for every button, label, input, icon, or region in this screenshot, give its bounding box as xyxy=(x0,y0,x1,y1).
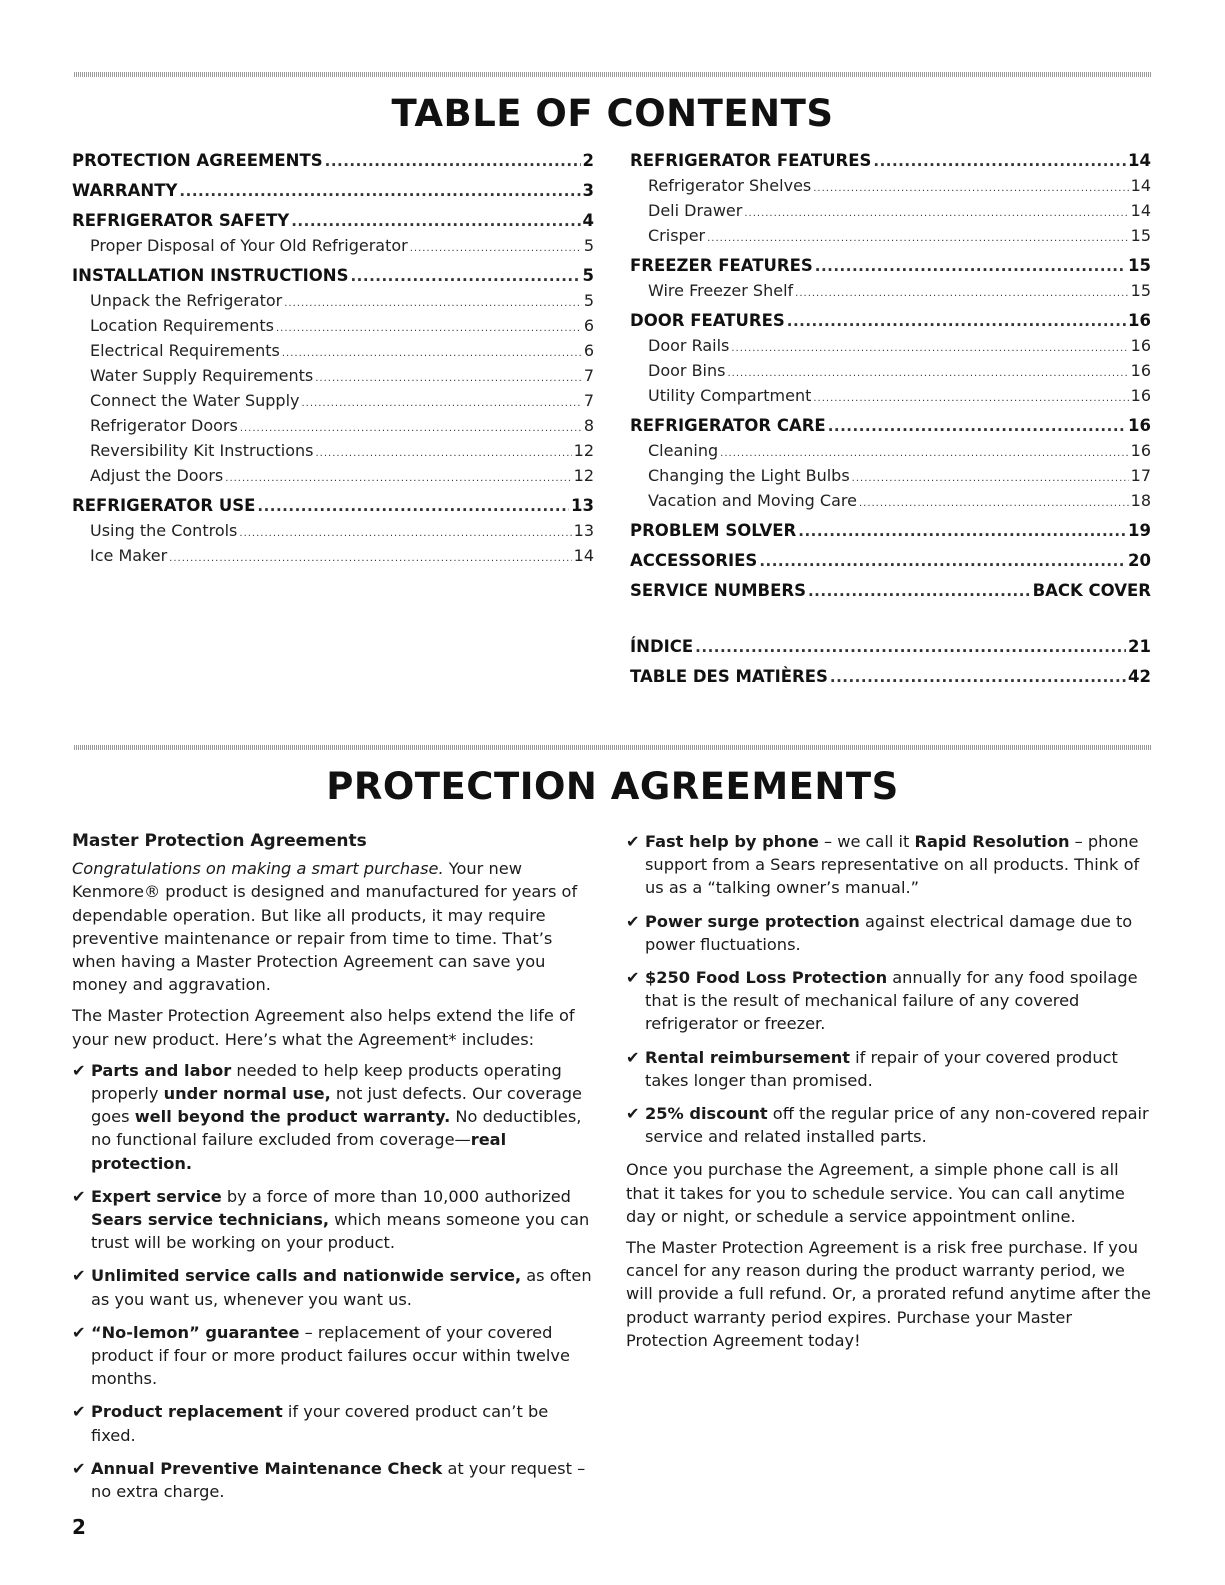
benefit-list-left xyxy=(72,1059,592,1503)
toc-dot-leader xyxy=(707,226,1129,248)
intro-italic: Congratulations on making a smart purchase. xyxy=(72,859,444,879)
benefit-text: – we call it xyxy=(818,832,915,851)
benefit-list-right xyxy=(626,830,1151,1148)
toc-entry-label: Utility Compartment xyxy=(648,386,812,405)
benefit-item xyxy=(72,1185,592,1255)
checkmark-icon: ✔ xyxy=(72,1458,86,1478)
toc-entry-label: WARRANTY xyxy=(72,181,178,200)
toc-dot-leader xyxy=(727,361,1128,383)
toc-subsection-entry[interactable] xyxy=(72,288,594,313)
toc-subsection-entry[interactable] xyxy=(630,333,1151,358)
toc-dot-leader xyxy=(350,264,580,288)
toc-entry-label: PROTECTION AGREEMENTS xyxy=(72,151,323,170)
benefit-text: against electrical damage due to power fluctuations. xyxy=(645,911,1133,954)
benefit-item xyxy=(72,1059,592,1175)
toc-subsection-entry[interactable] xyxy=(630,438,1151,463)
toc-dot-leader xyxy=(315,366,582,388)
toc-entry-page: 8 xyxy=(583,416,594,435)
toc-section-entry[interactable] xyxy=(630,413,1151,438)
toc-entry-page: 42 xyxy=(1128,667,1151,686)
toc-dot-leader xyxy=(828,414,1126,438)
toc-entry-page: 16 xyxy=(1128,311,1151,330)
toc-dot-leader xyxy=(744,201,1128,223)
toc-entry-page: 18 xyxy=(1130,491,1151,510)
toc-subsection-entry[interactable] xyxy=(72,388,594,413)
toc-dot-leader xyxy=(815,254,1126,278)
toc-entry-label: Deli Drawer xyxy=(648,201,743,220)
benefit-text: needed to help keep products operating properly xyxy=(91,1060,562,1104)
benefit-highlight: 25% discount xyxy=(645,1104,768,1124)
toc-entry-page: 15 xyxy=(1130,281,1151,300)
benefit-highlight: Annual Preventive Maintenance Check xyxy=(91,1458,443,1478)
toc-section-entry[interactable] xyxy=(630,634,1151,659)
toc-entry-page: 12 xyxy=(573,466,594,485)
benefit-text: – phone support from a Sears representative on all products. Think of us as a “talking owner’s manual.” xyxy=(645,832,1140,898)
checkmark-icon: ✔ xyxy=(626,1047,640,1067)
toc-entry-label: Door Bins xyxy=(648,361,726,380)
toc-section-entry[interactable] xyxy=(630,548,1151,573)
toc-dot-leader xyxy=(302,391,582,413)
toc-dot-leader xyxy=(410,236,582,258)
toc-entry-page: 16 xyxy=(1130,361,1151,380)
toc-entry-label: Refrigerator Doors xyxy=(90,416,238,435)
toc-dot-leader xyxy=(325,149,581,173)
toc-entry-page: 14 xyxy=(1128,151,1151,170)
toc-entry-label: Cleaning xyxy=(648,441,719,460)
checkmark-icon: ✔ xyxy=(626,1104,640,1124)
protection-heading: Master Protection Agreements xyxy=(72,831,367,851)
toc-entry-page: 3 xyxy=(582,181,594,200)
benefit-text: as often as you want us, whenever you want us. xyxy=(91,1266,592,1309)
checkmark-icon: ✔ xyxy=(72,1060,86,1080)
benefit-item xyxy=(626,830,1151,900)
benefit-item xyxy=(626,966,1151,1036)
benefit-item xyxy=(626,1102,1151,1148)
toc-dot-leader xyxy=(276,316,582,338)
toc-dot-leader xyxy=(179,179,580,203)
toc-entry-page: 4 xyxy=(582,211,594,230)
toc-dot-leader xyxy=(291,209,580,233)
benefit-highlight: $250 Food Loss Protection xyxy=(645,968,888,988)
toc-dot-leader xyxy=(830,665,1126,689)
toc-dot-leader xyxy=(859,491,1129,513)
toc-entry-label: Adjust the Doors xyxy=(90,466,224,485)
toc-subsection-entry[interactable] xyxy=(630,383,1151,408)
toc-entry-page: 14 xyxy=(573,546,594,565)
toc-entry-page: 6 xyxy=(583,316,594,335)
toc-entry-label: Proper Disposal of Your Old Refrigerator xyxy=(90,236,408,255)
protection-right-column xyxy=(626,830,1151,1360)
toc-subsection-entry[interactable] xyxy=(630,223,1151,248)
toc-subsection-entry[interactable] xyxy=(72,543,594,568)
benefit-highlight: Expert service xyxy=(91,1186,222,1206)
benefit-highlight: Rental reimbursement xyxy=(645,1047,851,1067)
checkmark-icon: ✔ xyxy=(626,911,640,931)
toc-entry-page: 19 xyxy=(1128,521,1151,540)
toc-left-column xyxy=(72,148,594,568)
benefit-text: off the regular price of any non-covered repair service and related installed parts. xyxy=(645,1104,1149,1147)
toc-subsection-entry[interactable] xyxy=(630,488,1151,513)
toc-entry-label: Unpack the Refrigerator xyxy=(90,291,283,310)
toc-subsection-entry[interactable] xyxy=(72,438,594,463)
toc-entry-page: 5 xyxy=(583,236,594,255)
checkmark-icon: ✔ xyxy=(72,1322,86,1342)
toc-entry-page: 5 xyxy=(582,266,594,285)
toc-entry-page: 13 xyxy=(571,496,594,515)
toc-entry-label: REFRIGERATOR CARE xyxy=(630,416,826,435)
toc-section-entry[interactable] xyxy=(72,263,594,288)
toc-entry-label: DOOR FEATURES xyxy=(630,311,785,330)
benefit-highlight: Rapid Resolution xyxy=(914,832,1070,851)
toc-entry-page: 7 xyxy=(583,366,594,385)
benefit-item xyxy=(72,1264,592,1310)
toc-entry-label: Reversibility Kit Instructions xyxy=(90,441,314,460)
benefit-text: at your request – no extra charge. xyxy=(91,1458,586,1502)
benefit-text: No deductibles, no functional failure excluded from coverage— xyxy=(91,1107,582,1150)
toc-section-entry[interactable] xyxy=(630,664,1151,689)
top-divider xyxy=(74,72,1152,77)
toc-subsection-entry[interactable] xyxy=(630,278,1151,303)
toc-entry-label: PROBLEM SOLVER xyxy=(630,521,797,540)
checkmark-icon: ✔ xyxy=(72,1186,86,1206)
toc-entry-page: 16 xyxy=(1130,386,1151,405)
checkmark-icon: ✔ xyxy=(626,832,640,851)
toc-entry-label: Water Supply Requirements xyxy=(90,366,314,385)
toc-entry-label: Using the Controls xyxy=(90,521,238,540)
toc-entry-page: 14 xyxy=(1130,201,1151,220)
toc-entry-label: Door Rails xyxy=(648,336,730,355)
toc-entry-page: BACK COVER xyxy=(1032,581,1151,600)
benefit-highlight: Product replacement xyxy=(91,1402,283,1422)
toc-entry-label: REFRIGERATOR SAFETY xyxy=(72,211,290,230)
toc-dot-leader xyxy=(852,466,1129,488)
benefit-text: which means someone you can trust will be working on your product. xyxy=(91,1210,590,1253)
benefit-highlight: “No-lemon” guarantee xyxy=(91,1322,300,1342)
toc-entry-page: 17 xyxy=(1130,466,1151,485)
toc-entry-page: 7 xyxy=(583,391,594,410)
toc-dot-leader xyxy=(257,494,569,518)
benefit-highlight: real protection. xyxy=(91,1130,507,1173)
benefit-highlight: Power surge protection xyxy=(645,911,860,931)
toc-entry-page: 5 xyxy=(583,291,594,310)
toc-dot-leader xyxy=(808,579,1031,603)
toc-entry-label: FREEZER FEATURES xyxy=(630,256,813,275)
toc-dot-leader xyxy=(813,386,1128,408)
toc-section-entry[interactable] xyxy=(72,148,594,173)
toc-subsection-entry[interactable] xyxy=(72,518,594,543)
toc-entry-label: ÍNDICE xyxy=(630,637,694,656)
toc-spacer xyxy=(630,603,1151,629)
benefit-text: not just defects. Our coverage goes xyxy=(91,1084,583,1127)
toc-dot-leader xyxy=(813,176,1128,198)
toc-dot-leader xyxy=(720,441,1128,463)
benefit-item xyxy=(626,1046,1151,1092)
toc-entry-label: ACCESSORIES xyxy=(630,551,758,570)
toc-subsection-entry[interactable] xyxy=(72,463,594,488)
toc-section-entry[interactable] xyxy=(630,578,1151,603)
benefit-item xyxy=(72,1457,592,1503)
benefit-item xyxy=(626,910,1151,956)
toc-section-entry[interactable] xyxy=(630,518,1151,543)
toc-entry-page: 6 xyxy=(583,341,594,360)
protection-left-column xyxy=(72,830,592,1513)
toc-entry-page: 14 xyxy=(1130,176,1151,195)
toc-dot-leader xyxy=(225,466,571,488)
checkmark-icon: ✔ xyxy=(626,968,640,988)
toc-right-column xyxy=(630,148,1151,689)
intro-rest: Your new Kenmore® product is designed and manufactured for years of dependable operation. But like all products, it may require preventive maintenance or repair from time to time. That’s when having a Master Protection Agreement can save you money and aggravation. xyxy=(72,859,578,995)
checkmark-icon: ✔ xyxy=(72,1402,86,1422)
toc-section-entry[interactable] xyxy=(72,208,594,233)
intro-paragraph-2: The Master Protection Agreement also helps extend the life of your new product. Here’s what the Agreement* includes: xyxy=(72,1006,575,1049)
toc-entry-label: Vacation and Moving Care xyxy=(648,491,857,510)
page-number: 2 xyxy=(72,1515,86,1539)
toc-section-entry[interactable] xyxy=(630,148,1151,173)
benefit-highlight: well beyond the product warranty. xyxy=(134,1107,451,1127)
toc-entry-label: INSTALLATION INSTRUCTIONS xyxy=(72,266,349,285)
toc-dot-leader xyxy=(787,309,1126,333)
benefit-highlight: Parts and labor xyxy=(91,1060,232,1080)
toc-entry-page: 15 xyxy=(1128,256,1151,275)
toc-entry-page: 16 xyxy=(1128,416,1151,435)
toc-subsection-entry[interactable] xyxy=(72,233,594,258)
toc-dot-leader xyxy=(282,341,582,363)
toc-entry-page: 13 xyxy=(573,521,594,540)
toc-entry-label: TABLE DES MATIÈRES xyxy=(630,667,828,686)
checkmark-icon: ✔ xyxy=(72,1266,86,1286)
toc-section-entry[interactable] xyxy=(72,493,594,518)
toc-section-entry[interactable] xyxy=(630,308,1151,333)
toc-dot-leader xyxy=(169,546,571,568)
toc-dot-leader xyxy=(316,441,572,463)
toc-entry-label: Wire Freezer Shelf xyxy=(648,281,794,300)
benefit-highlight: Fast help by phone xyxy=(645,832,819,851)
toc-entry-label: Changing the Light Bulbs xyxy=(648,466,850,485)
toc-subsection-entry[interactable] xyxy=(630,463,1151,488)
benefit-text: annually for any food spoilage that is the result of mechanical failure of any covered refrigerator or freezer. xyxy=(645,968,1138,1034)
benefit-text: – replacement of your covered product if four or more product failures occur within twelve months. xyxy=(91,1322,570,1389)
toc-entry-page: 21 xyxy=(1128,637,1151,656)
toc-section-entry[interactable] xyxy=(630,253,1151,278)
toc-subsection-entry[interactable] xyxy=(72,413,594,438)
toc-title: TABLE OF CONTENTS xyxy=(391,92,834,135)
toc-dot-leader xyxy=(695,635,1126,659)
benefit-highlight: Unlimited service calls and nationwide service, xyxy=(91,1266,522,1286)
intro-paragraph xyxy=(72,857,592,996)
toc-entry-page: 2 xyxy=(582,151,594,170)
toc-subsection-entry[interactable] xyxy=(630,198,1151,223)
toc-entry-page: 12 xyxy=(573,441,594,460)
toc-entry-label: Location Requirements xyxy=(90,316,274,335)
toc-entry-label: SERVICE NUMBERS xyxy=(630,581,806,600)
toc-subsection-entry[interactable] xyxy=(72,313,594,338)
toc-entry-page: 16 xyxy=(1130,336,1151,355)
benefit-text: if your covered product can’t be fixed. xyxy=(91,1402,549,1445)
toc-dot-leader xyxy=(759,549,1126,573)
toc-entry-label: REFRIGERATOR USE xyxy=(72,496,256,515)
toc-dot-leader xyxy=(284,291,582,313)
outro-paragraph-1: Once you purchase the Agreement, a simple phone call is all that it takes for you to schedule service. You can call anytime day or night, or schedule a service appointment online. xyxy=(626,1160,1125,1226)
benefit-text: if repair of your covered product takes longer than promised. xyxy=(645,1047,1118,1090)
toc-dot-leader xyxy=(798,519,1126,543)
benefit-item xyxy=(72,1321,592,1391)
toc-subsection-entry[interactable] xyxy=(630,173,1151,198)
toc-dot-leader xyxy=(731,336,1128,358)
toc-subsection-entry[interactable] xyxy=(72,363,594,388)
toc-entry-page: 20 xyxy=(1128,551,1151,570)
toc-entry-page: 15 xyxy=(1130,226,1151,245)
toc-entry-label: Electrical Requirements xyxy=(90,341,280,360)
toc-entry-label: Crisper xyxy=(648,226,706,245)
toc-entry-label: Ice Maker xyxy=(90,546,168,565)
toc-entry-label: Connect the Water Supply xyxy=(90,391,300,410)
toc-dot-leader xyxy=(240,416,582,438)
toc-dot-leader xyxy=(873,149,1126,173)
benefit-highlight: under normal use, xyxy=(163,1084,331,1104)
toc-section-entry[interactable] xyxy=(72,178,594,203)
toc-entry-page: 16 xyxy=(1130,441,1151,460)
toc-entry-label: REFRIGERATOR FEATURES xyxy=(630,151,872,170)
toc-subsection-entry[interactable] xyxy=(72,338,594,363)
benefit-item xyxy=(72,1400,592,1446)
toc-entry-label: Refrigerator Shelves xyxy=(648,176,812,195)
toc-subsection-entry[interactable] xyxy=(630,358,1151,383)
protection-title: PROTECTION AGREEMENTS xyxy=(326,765,899,808)
toc-dot-leader xyxy=(795,281,1128,303)
benefit-text: by a force of more than 10,000 authorized xyxy=(221,1186,571,1206)
toc-dot-leader xyxy=(239,521,571,543)
outro-paragraph-2: The Master Protection Agreement is a risk free purchase. If you cancel for any reason during the product warranty period, we will provide a full refund. Or, a prorated refund anytime after the product warranty period expires. Purchase your Master Protection Agreement today! xyxy=(626,1238,1151,1350)
benefit-highlight: Sears service technicians, xyxy=(91,1210,330,1230)
middle-divider xyxy=(74,745,1152,750)
